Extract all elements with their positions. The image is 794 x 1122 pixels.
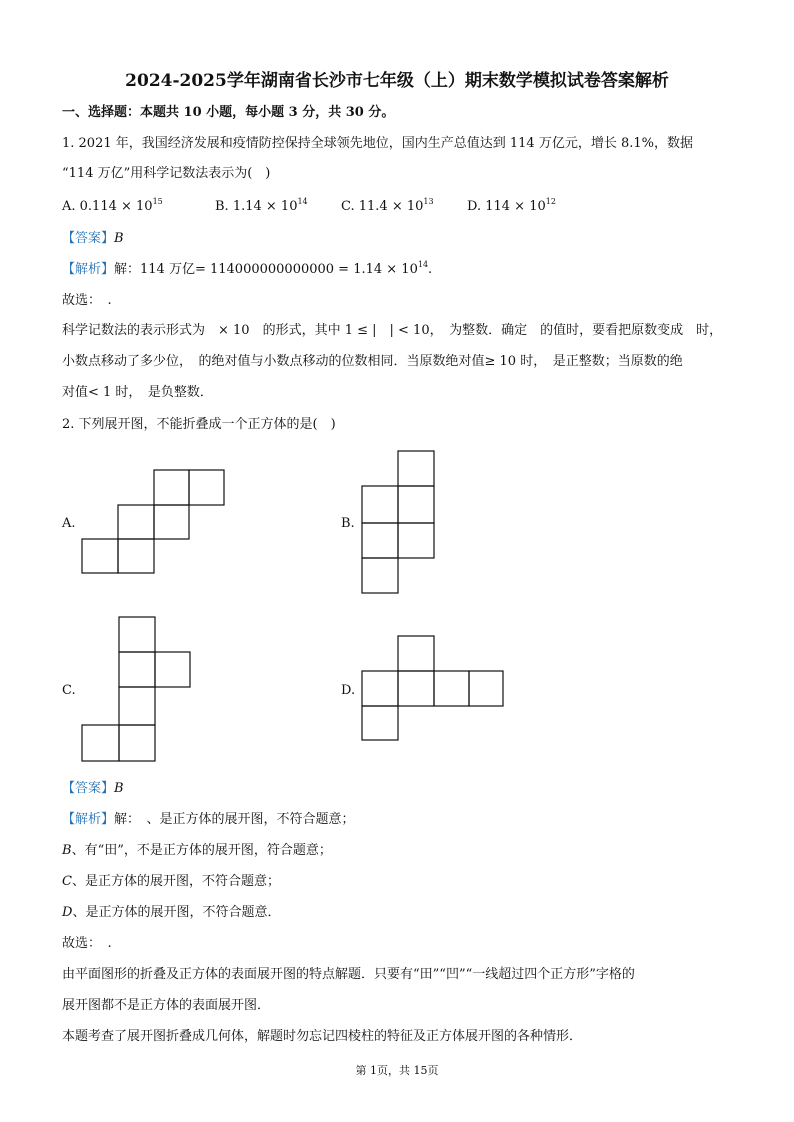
q2-explanation-line1: 由平面图形的折叠及正方体的表面展开图的特点解题．只要有“田”“凹”“一线超过四个正方形”字格的 — [62, 967, 635, 982]
q1-explanation-line3: 对值< 1 时， 是负整数． — [62, 385, 213, 400]
section-heading: 一、选择题：本题共 10 小题，每小题 3 分，共 30 分。 — [62, 105, 395, 120]
q2-explanation-line3: 本题考查了展开图折叠成几何体，解题时勿忘记四棱柱的特征及正方体展开图的各种情形． — [62, 1029, 583, 1044]
q1-option-d: D. $114 \times 10^{12}$ — [467, 197, 556, 214]
q2-stem: 2. 下列展开图，不能折叠成一个正方体的是( ) — [62, 417, 336, 432]
page-title: 2024-2025学年湖南省长沙市七年级（上）期末数学模拟试卷答案解析 — [125, 71, 669, 91]
q1-option-b: B. $1.14 \times 10^{14}$ — [215, 197, 308, 214]
q2-option-d-label: D. — [341, 683, 356, 698]
q1-stem-line2: “114 万亿”用科学记数法表示为( ) — [62, 166, 271, 181]
q2-option-c-label: C. — [62, 683, 76, 698]
q2-analysis-line1: 【解析】解： 、是正方体的展开图，不符合题意； — [62, 812, 355, 827]
q2-hence: 故选： . — [62, 936, 112, 951]
q2-analysis-line4: D、是正方体的展开图，不符合题意． — [62, 905, 281, 920]
q1-explanation-line1: 科学记数法的表示形式为 × 10 的形式，其中 1 ≤ | | < 10， 为整数．确定 的值时，要看把原数变成 时， — [62, 323, 723, 338]
q2-explanation-line2: 展开图都不是正方体的表面展开图． — [62, 998, 271, 1013]
q1-analysis: 【解析】解：114 万亿= $114000000000000 = 1.14 \times 10^{14}$. — [62, 260, 433, 277]
q1-explanation-line2: 小数点移动了多少位， 的绝对值与小数点移动的位数相同．当原数绝对值≥ 10 时， 是正整数；当原数的绝 — [62, 354, 683, 369]
q2-answer: 【答案】B — [62, 781, 124, 796]
q2-option-a-label: A. — [62, 516, 76, 531]
q1-stem-line1: 1. 2021 年，我国经济发展和疫情防控保持全球领先地位，国内生产总值达到 114 万亿元，增长 8.1%，数据 — [62, 136, 693, 151]
q1-option-c: C. $11.4 \times 10^{13}$ — [341, 197, 434, 214]
q2-analysis-line3: C、是正方体的展开图，不符合题意； — [62, 874, 280, 889]
page-footer: 第 1页，共 15页 — [355, 1064, 439, 1077]
q1-option-a: A. $0.114 \times 10^{15}$ — [62, 197, 163, 214]
q1-hence: 故选： . — [62, 293, 112, 308]
q1-answer: 【答案】B — [62, 231, 124, 246]
q2-analysis-line2: B、有“田”，不是正方体的展开图，符合题意； — [62, 843, 332, 858]
q2-option-b-label: B. — [341, 516, 355, 531]
